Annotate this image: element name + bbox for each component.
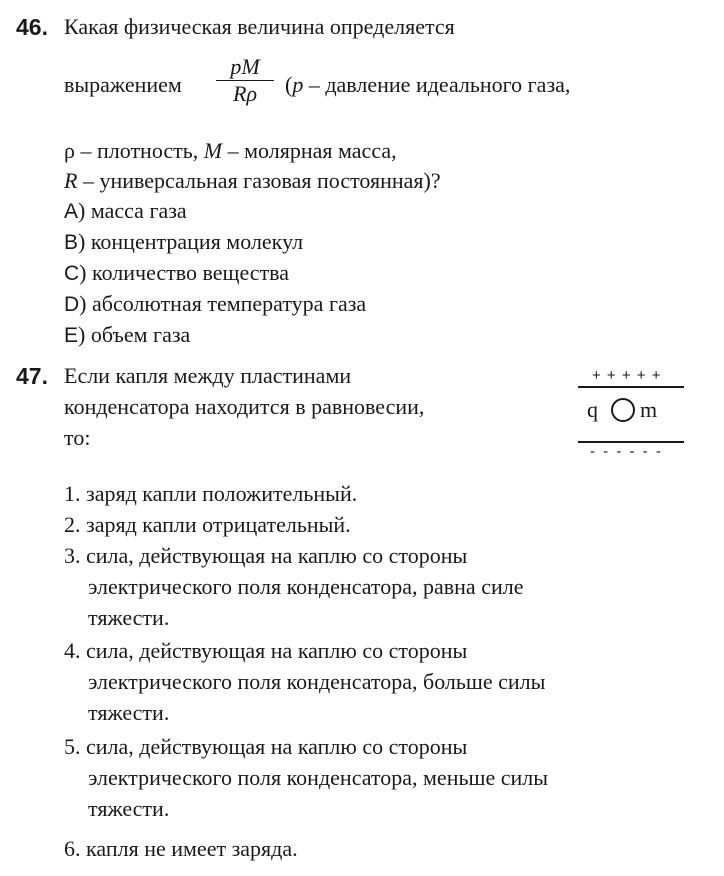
question-text-line xyxy=(64,168,441,194)
question-number: 47. xyxy=(16,363,48,389)
paren: ( xyxy=(285,72,293,97)
statement-line: 6. капля не имеет заряда. xyxy=(64,836,298,861)
formula-fraction xyxy=(216,55,274,106)
text-fragment: – давление идеального газа, xyxy=(303,72,571,97)
symbol-M: M xyxy=(203,138,223,163)
answer-option[interactable] xyxy=(64,322,190,349)
droplet-circle xyxy=(611,398,635,422)
statement-line: тяжести. xyxy=(88,796,170,821)
charge-label: q xyxy=(587,397,598,422)
question-text-line: Если капля между пластинами xyxy=(64,363,352,388)
positive-plate-charges: + + + + + xyxy=(592,367,662,384)
option-letter: A xyxy=(64,200,79,223)
answer-option[interactable] xyxy=(64,260,289,287)
option-letter: B xyxy=(64,231,79,254)
option-letter: C xyxy=(64,262,80,285)
text-fragment: – универсальная газовая постоянная)? xyxy=(77,168,441,193)
answer-option[interactable] xyxy=(64,291,366,318)
fraction-numerator: pM xyxy=(230,54,260,79)
option-text: ) количество вещества xyxy=(79,260,290,285)
statement-line: 4. сила, действующая на каплю со стороны xyxy=(64,638,468,663)
question-text-line: выражением xyxy=(64,72,182,97)
negative-plate-charges: - - - - - - xyxy=(590,443,663,460)
statement-line: электрического поля конденсатора, меньше силы xyxy=(88,765,549,790)
statement-line: электрического поля конденсатора, равна силе xyxy=(88,574,524,599)
question-text-line xyxy=(64,138,397,164)
statement-line: тяжести. xyxy=(88,700,170,725)
option-text: ) концентрация молекул xyxy=(78,229,304,254)
statement-line: 2. заряд капли отрицательный. xyxy=(64,512,351,537)
symbol-rho: ρ xyxy=(64,138,75,163)
statement-line: тяжести. xyxy=(88,605,170,630)
text-fragment: – молярная масса, xyxy=(222,138,397,163)
text-fragment: – плотность, xyxy=(74,138,204,163)
question-text-line: Какая физическая величина определяется xyxy=(64,14,455,39)
mass-label: m xyxy=(640,397,658,422)
question-text-line xyxy=(285,72,570,98)
option-letter: E xyxy=(64,324,79,347)
symbol-R: R xyxy=(64,168,78,193)
question-number: 46. xyxy=(16,14,48,40)
top-plate xyxy=(578,386,684,388)
answer-option[interactable] xyxy=(64,229,303,256)
statement-line: 3. сила, действующая на каплю со стороны xyxy=(64,543,468,568)
option-text: ) масса газа xyxy=(78,198,187,223)
question-text-line: то: xyxy=(64,425,91,450)
symbol-p: p xyxy=(292,72,304,97)
option-text: ) объем газа xyxy=(78,322,191,347)
question-text-line: конденсатора находится в равновесии, xyxy=(64,394,425,419)
option-text: ) абсолютная температура газа xyxy=(79,291,367,316)
answer-option[interactable] xyxy=(64,198,187,225)
statement-line: 5. сила, действующая на каплю со стороны xyxy=(64,734,468,759)
option-letter: D xyxy=(64,293,80,316)
statement-line: 1. заряд капли положительный. xyxy=(64,481,358,506)
statement-line: электрического поля конденсатора, больше силы xyxy=(88,669,546,694)
fraction-denominator: Rρ xyxy=(233,81,257,106)
